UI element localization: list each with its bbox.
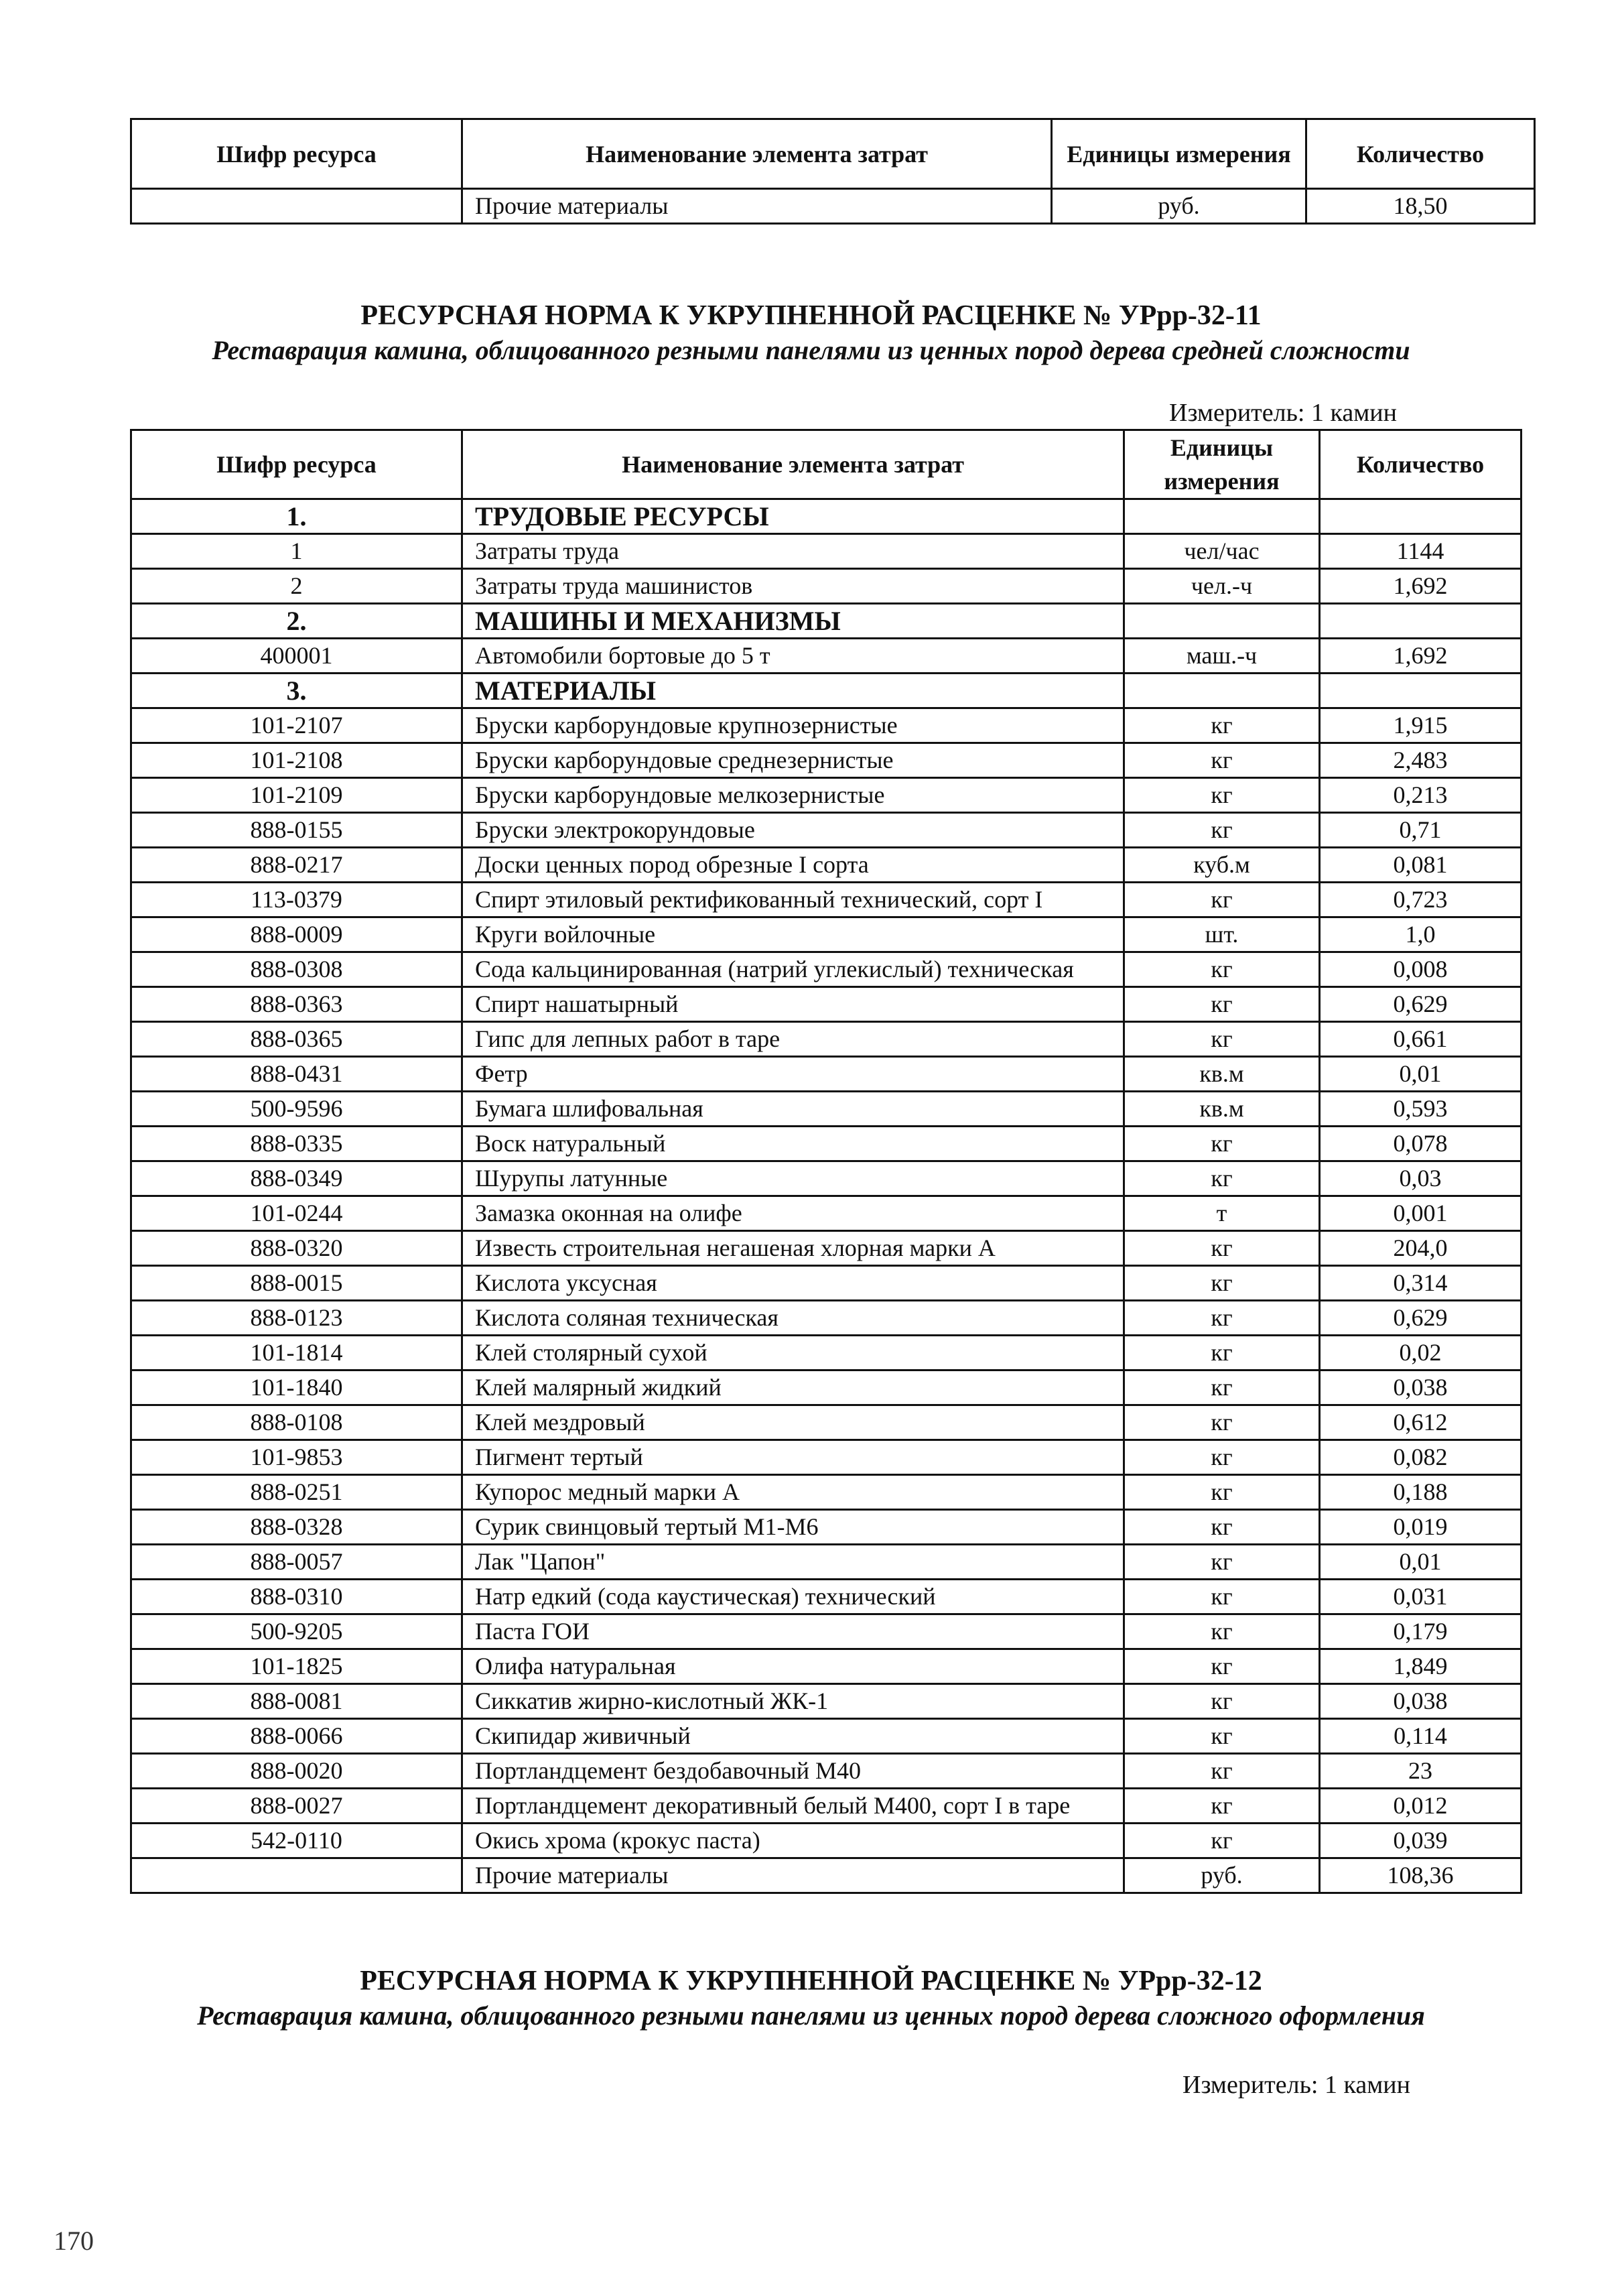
cell-unit: кг: [1124, 743, 1320, 778]
cell-code: 3.: [131, 674, 462, 708]
cell-code: 1.: [131, 499, 462, 534]
cell-name: Затраты труда машинистов: [462, 569, 1124, 604]
cell-code: 888-0081: [131, 1684, 462, 1719]
cell-qty: 0,612: [1320, 1405, 1522, 1440]
cell-code: 888-0057: [131, 1545, 462, 1580]
cell-name: Олифа натуральная: [462, 1649, 1124, 1684]
cell-qty: [1320, 604, 1522, 639]
cell-code: 888-0155: [131, 813, 462, 848]
cell-name: Гипс для лепных работ в таре: [462, 1022, 1124, 1057]
cell-code: 101-1814: [131, 1336, 462, 1370]
table-row: [131, 1022, 1522, 1057]
cell-name: Натр едкий (сода каустическая) технический: [462, 1580, 1124, 1614]
cell-unit: кг: [1124, 1370, 1320, 1405]
cell-qty: 0,038: [1320, 1370, 1522, 1405]
cell-code: 888-0020: [131, 1754, 462, 1789]
cell-qty: 0,629: [1320, 1301, 1522, 1336]
cell-code: [131, 1858, 462, 1893]
page-number: 170: [54, 2226, 94, 2256]
cell-code: 888-0349: [131, 1161, 462, 1196]
cell-name: Известь строительная негашеная хлорная марки А: [462, 1231, 1124, 1266]
table-row: [131, 848, 1522, 883]
table-row: [131, 1684, 1522, 1719]
cell-unit: кг: [1124, 1545, 1320, 1580]
cell-name: Купорос медный марки А: [462, 1475, 1124, 1510]
cell-code: 888-0009: [131, 917, 462, 952]
cell-qty: 0,661: [1320, 1022, 1522, 1057]
cell-qty: 0,179: [1320, 1614, 1522, 1649]
cell-name: Кислота соляная техническая: [462, 1301, 1124, 1336]
cell-unit: чел.-ч: [1124, 569, 1320, 604]
cell-unit: кг: [1124, 1475, 1320, 1510]
table-row: [131, 1301, 1522, 1336]
cell-qty: [1320, 499, 1522, 534]
cell-code: 542-0110: [131, 1824, 462, 1858]
cell-unit: шт.: [1124, 917, 1320, 952]
cell-code: 101-2107: [131, 708, 462, 743]
table-row: [131, 1266, 1522, 1301]
cell-name: Сиккатив жирно-кислотный ЖК-1: [462, 1684, 1124, 1719]
table-row: [131, 189, 1535, 224]
cell-unit: кг: [1124, 1510, 1320, 1545]
cell-unit: кг: [1124, 813, 1320, 848]
cell-name: Окись хрома (крокус паста): [462, 1824, 1124, 1858]
cell-qty: 1144: [1320, 534, 1522, 569]
table-row: [131, 1440, 1522, 1475]
table-row: [131, 1092, 1522, 1127]
cell-qty: 0,008: [1320, 952, 1522, 987]
cell-unit: кг: [1124, 1649, 1320, 1684]
cell-unit: [1124, 674, 1320, 708]
cell-unit: кг: [1124, 1614, 1320, 1649]
cell-unit: кг: [1124, 1440, 1320, 1475]
cell-qty: 1,849: [1320, 1649, 1522, 1684]
cell-qty: 2,483: [1320, 743, 1522, 778]
cell-name: Кислота уксусная: [462, 1266, 1124, 1301]
cell-code: 888-0363: [131, 987, 462, 1022]
cell-qty: 0,71: [1320, 813, 1522, 848]
cell-name: Портландцемент бездобавочный М40: [462, 1754, 1124, 1789]
cell-name: Портландцемент декоративный белый М400, сорт I в таре: [462, 1789, 1124, 1824]
table-row: [131, 1475, 1522, 1510]
cell-name: Автомобили бортовые до 5 т: [462, 639, 1124, 674]
cell-name: МАТЕРИАЛЫ: [462, 674, 1124, 708]
cell-name: Лак "Цапон": [462, 1545, 1124, 1580]
cell-qty: 0,629: [1320, 987, 1522, 1022]
cell-name: МАШИНЫ И МЕХАНИЗМЫ: [462, 604, 1124, 639]
cell-code: 2.: [131, 604, 462, 639]
resource-norm-table: [130, 429, 1522, 1894]
section-group-row: [131, 604, 1522, 639]
cell-unit: кг: [1124, 1719, 1320, 1754]
cell-qty: 108,36: [1320, 1858, 1522, 1893]
cell-qty: 0,081: [1320, 848, 1522, 883]
cell-unit: маш.-ч: [1124, 639, 1320, 674]
table-row: [131, 1336, 1522, 1370]
cell-qty: 0,188: [1320, 1475, 1522, 1510]
cell-name: Спирт нашатырный: [462, 987, 1124, 1022]
previous-norm-table: [130, 118, 1536, 225]
cell-qty: 1,692: [1320, 639, 1522, 674]
section1-title: РЕСУРСНАЯ НОРМА К УКРУПНЕННОЙ РАСЦЕНКЕ № УРрр-32-11: [360, 300, 1262, 331]
cell-unit: кв.м: [1124, 1092, 1320, 1127]
cell-code: 101-0244: [131, 1196, 462, 1231]
cell-name: Замазка оконная на олифе: [462, 1196, 1124, 1231]
table-row: [131, 778, 1522, 813]
header-code: Шифр ресурса: [131, 430, 462, 499]
cell-qty: 0,723: [1320, 883, 1522, 917]
cell-code: 101-9853: [131, 1440, 462, 1475]
table-row: [131, 1127, 1522, 1161]
cell-code: 888-0251: [131, 1475, 462, 1510]
cell-code: 888-0431: [131, 1057, 462, 1092]
cell-name: Доски ценных пород обрезные I сорта: [462, 848, 1124, 883]
cell-qty: 0,02: [1320, 1336, 1522, 1370]
cell-qty: 23: [1320, 1754, 1522, 1789]
cell-code: 888-0328: [131, 1510, 462, 1545]
cell-code: 888-0335: [131, 1127, 462, 1161]
header-unit: Единицы измерения: [1124, 430, 1320, 499]
cell-name: Бруски карборундовые мелкозернистые: [462, 778, 1124, 813]
cell-qty: 0,078: [1320, 1127, 1522, 1161]
cell-qty: 0,01: [1320, 1545, 1522, 1580]
cell-name: Бруски карборундовые крупнозернистые: [462, 708, 1124, 743]
cell-qty: 204,0: [1320, 1231, 1522, 1266]
cell-qty: 1,692: [1320, 569, 1522, 604]
cell-qty: 0,019: [1320, 1510, 1522, 1545]
cell-qty: 18,50: [1306, 189, 1535, 224]
cell-name: Круги войлочные: [462, 917, 1124, 952]
cell-unit: кг: [1124, 1754, 1320, 1789]
section2-subtitle: Реставрация камина, облицованного резными панелями из ценных пород дерева сложного оформления: [197, 2000, 1425, 2031]
cell-unit: кг: [1124, 883, 1320, 917]
cell-code: 500-9596: [131, 1092, 462, 1127]
cell-unit: кг: [1124, 1789, 1320, 1824]
cell-code: 888-0027: [131, 1789, 462, 1824]
cell-unit: кг: [1124, 1161, 1320, 1196]
cell-code: 2: [131, 569, 462, 604]
section1-measurer: Измеритель: 1 камин: [1169, 399, 1397, 427]
cell-qty: 0,038: [1320, 1684, 1522, 1719]
cell-code: 888-0015: [131, 1266, 462, 1301]
table-row: [131, 813, 1522, 848]
cell-name: Пигмент тертый: [462, 1440, 1124, 1475]
table-row: [131, 1824, 1522, 1858]
header-name: Наименование элемента затрат: [462, 430, 1124, 499]
cell-code: 101-2109: [131, 778, 462, 813]
table-row: [131, 1580, 1522, 1614]
cell-code: 888-0066: [131, 1719, 462, 1754]
cell-unit: куб.м: [1124, 848, 1320, 883]
cell-code: 101-1825: [131, 1649, 462, 1684]
cell-unit: кв.м: [1124, 1057, 1320, 1092]
cell-name: Прочие материалы: [462, 189, 1052, 224]
table-row: [131, 534, 1522, 569]
cell-unit: кг: [1124, 1022, 1320, 1057]
cell-qty: 0,314: [1320, 1266, 1522, 1301]
cell-qty: 1,0: [1320, 917, 1522, 952]
cell-qty: 0,039: [1320, 1824, 1522, 1858]
section-group-row: [131, 674, 1522, 708]
cell-unit: [1124, 499, 1320, 534]
cell-code: 888-0365: [131, 1022, 462, 1057]
cell-code: 1: [131, 534, 462, 569]
cell-code: 500-9205: [131, 1614, 462, 1649]
cell-code: 101-1840: [131, 1370, 462, 1405]
cell-qty: 0,001: [1320, 1196, 1522, 1231]
table-row: [131, 987, 1522, 1022]
cell-qty: 0,114: [1320, 1719, 1522, 1754]
table-row: [131, 1231, 1522, 1266]
cell-code: 113-0379: [131, 883, 462, 917]
cell-qty: [1320, 674, 1522, 708]
cell-unit: кг: [1124, 1301, 1320, 1336]
cell-code: 888-0308: [131, 952, 462, 987]
cell-unit: руб.: [1052, 189, 1306, 224]
cell-qty: 0,213: [1320, 778, 1522, 813]
cell-name: Сода кальцинированная (натрий углекислый) техническая: [462, 952, 1124, 987]
cell-unit: [1124, 604, 1320, 639]
section2-measurer: Измеритель: 1 камин: [1182, 2071, 1410, 2099]
header-unit: Единицы измерения: [1052, 119, 1306, 189]
cell-name: Клей столярный сухой: [462, 1336, 1124, 1370]
cell-code: 101-2108: [131, 743, 462, 778]
cell-unit: кг: [1124, 952, 1320, 987]
table-row: [131, 1196, 1522, 1231]
cell-unit: кг: [1124, 708, 1320, 743]
cell-unit: кг: [1124, 1127, 1320, 1161]
cell-unit: кг: [1124, 778, 1320, 813]
cell-name: Прочие материалы: [462, 1858, 1124, 1893]
header-name: Наименование элемента затрат: [462, 119, 1052, 189]
cell-name: Затраты труда: [462, 534, 1124, 569]
cell-code: [131, 189, 462, 224]
table-row: [131, 1858, 1522, 1893]
cell-code: 888-0123: [131, 1301, 462, 1336]
table-row: [131, 1161, 1522, 1196]
cell-name: ТРУДОВЫЕ РЕСУРСЫ: [462, 499, 1124, 534]
cell-code: 400001: [131, 639, 462, 674]
table-row: [131, 917, 1522, 952]
cell-name: Бумага шлифовальная: [462, 1092, 1124, 1127]
cell-name: Клей мездровый: [462, 1405, 1124, 1440]
table-row: [131, 1614, 1522, 1649]
header-code: Шифр ресурса: [131, 119, 462, 189]
table-row: [131, 1789, 1522, 1824]
cell-qty: 1,915: [1320, 708, 1522, 743]
section2-title: РЕСУРСНАЯ НОРМА К УКРУПНЕННОЙ РАСЦЕНКЕ № УРрр-32-12: [360, 1966, 1262, 1996]
table-row: [131, 708, 1522, 743]
section-group-row: [131, 499, 1522, 534]
cell-code: 888-0217: [131, 848, 462, 883]
table-row: [131, 569, 1522, 604]
table-row: [131, 1057, 1522, 1092]
cell-name: Скипидар живичный: [462, 1719, 1124, 1754]
cell-qty: 0,031: [1320, 1580, 1522, 1614]
table-row: [131, 1370, 1522, 1405]
cell-name: Сурик свинцовый тертый М1-М6: [462, 1510, 1124, 1545]
cell-code: 888-0320: [131, 1231, 462, 1266]
cell-unit: руб.: [1124, 1858, 1320, 1893]
header-qty: Количество: [1320, 430, 1522, 499]
cell-qty: 0,03: [1320, 1161, 1522, 1196]
cell-name: Шурупы латунные: [462, 1161, 1124, 1196]
cell-unit: кг: [1124, 1824, 1320, 1858]
cell-name: Клей малярный жидкий: [462, 1370, 1124, 1405]
header-qty: Количество: [1306, 119, 1535, 189]
cell-qty: 0,593: [1320, 1092, 1522, 1127]
cell-name: Фетр: [462, 1057, 1124, 1092]
cell-unit: кг: [1124, 1580, 1320, 1614]
cell-name: Паста ГОИ: [462, 1614, 1124, 1649]
cell-unit: кг: [1124, 1231, 1320, 1266]
cell-unit: кг: [1124, 1684, 1320, 1719]
section1-subtitle: Реставрация камина, облицованного резными панелями из ценных пород дерева средней сложности: [212, 335, 1410, 365]
cell-unit: т: [1124, 1196, 1320, 1231]
table-row: [131, 883, 1522, 917]
cell-qty: 0,082: [1320, 1440, 1522, 1475]
table-row: [131, 1545, 1522, 1580]
cell-unit: чел/час: [1124, 534, 1320, 569]
table-row: [131, 1649, 1522, 1684]
cell-qty: 0,012: [1320, 1789, 1522, 1824]
table-row: [131, 743, 1522, 778]
table-row: [131, 639, 1522, 674]
table-row: [131, 952, 1522, 987]
cell-unit: кг: [1124, 1336, 1320, 1370]
cell-name: Воск натуральный: [462, 1127, 1124, 1161]
cell-name: Бруски карборундовые среднезернистые: [462, 743, 1124, 778]
cell-code: 888-0310: [131, 1580, 462, 1614]
cell-unit: кг: [1124, 1405, 1320, 1440]
cell-name: Спирт этиловый ректификованный технический, сорт I: [462, 883, 1124, 917]
table-row: [131, 1719, 1522, 1754]
cell-qty: 0,01: [1320, 1057, 1522, 1092]
cell-unit: кг: [1124, 1266, 1320, 1301]
table-row: [131, 1510, 1522, 1545]
table-row: [131, 1405, 1522, 1440]
table-row: [131, 1754, 1522, 1789]
cell-unit: кг: [1124, 987, 1320, 1022]
cell-code: 888-0108: [131, 1405, 462, 1440]
cell-name: Бруски электрокорундовые: [462, 813, 1124, 848]
